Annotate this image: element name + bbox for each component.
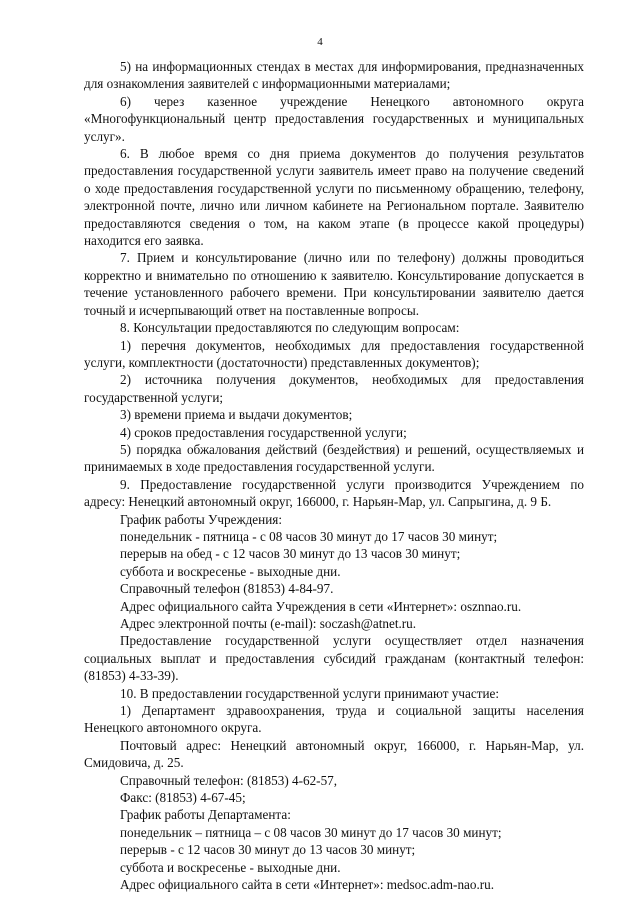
paragraph-8: 8. Консультации предоставляются по следующим вопросам:	[120, 320, 460, 336]
dept-phone: Справочный телефон: (81853) 4-62-57,	[120, 772, 338, 788]
paragraph-6: 6. В любое время со дня приема документов до получения результатов предоставления государственной услуги заявитель имеет право на получение сведений о ходе предоставления государственной услуги по письменному обращению, телефону, электронной почте, лично или личном кабинете на Региональном портале. Заявителю предоставляются сведения о том, на каком этапе (в процессе какой процедуры) находится его заявка.	[84, 146, 584, 249]
dept-schedule-heading: График работы Департамента:	[120, 807, 291, 823]
paragraph-10: 10. В предоставлении государственной услуги принимают участие:	[120, 685, 500, 701]
list-item-3: 3) времени приема и выдачи документов;	[120, 407, 353, 423]
page-number: 4	[317, 36, 323, 48]
dept-website: Адрес официального сайта в сети «Интернет»: medsoc.adm-nao.ru.	[120, 877, 495, 893]
dept-schedule-break: перерыв - с 12 часов 30 минут до 13 часов 30 минут;	[120, 842, 416, 858]
paragraph-mfc: 6) через казенное учреждение Ненецкого автономного округа «Многофункциональный центр предоставления государственных и муниципальных услуг».	[84, 93, 584, 144]
dept-schedule-weekend: суббота и воскресенье - выходные дни.	[120, 859, 341, 875]
department-paragraph: Предоставление государственной услуги осуществляет отдел назначения социальных выплат и предоставления субсидий гражданам (контактный телефон: (81853) 4-33-39).	[84, 633, 584, 684]
paragraph-7: 7. Прием и консультирование (лично или по телефону) должны проводиться корректно и внимательно по отношению к заявителю. Консультирование допускается в течение установленного рабочего времени. При консультировании заявителю дается точный и исчерпывающий ответ на поставленные вопросы.	[84, 250, 584, 318]
list-item-5: 5) порядка обжалования действий (бездействия) и решений, осуществляемых и принимаемых в ходе предоставления государственной услуги.	[84, 441, 584, 475]
schedule-heading: График работы Учреждения:	[120, 511, 282, 527]
list-item-4: 4) сроков предоставления государственной услуги;	[120, 424, 407, 440]
list-item-2: 2) источника получения документов, необходимых для предоставления государственной услуги;	[84, 372, 584, 405]
paragraph-info-stands: 5) на информационных стендах в местах для информирования, предназначенных для ознакомления заявителей с информационными материалами;	[84, 59, 584, 92]
email-address: Адрес электронной почты (e-mail): soczash@atnet.ru.	[120, 616, 417, 631]
paragraph-9: 9. Предоставление государственной услуги производится Учреждением по адресу: Ненецкий автономный округ, 166000, г. Нарьян-Мар, ул. Сапрыгина, д. 9 Б.	[84, 476, 584, 510]
list-item-1: 1) перечня документов, необходимых для предоставления государственной услуги, комплектности (достаточности) представленных документов);	[84, 337, 584, 370]
website-address: Адрес официального сайта Учреждения в сети «Интернет»: osznnao.ru.	[120, 598, 522, 614]
document-body	[84, 58, 584, 894]
schedule-weekdays: понедельник - пятница - с 08 часов 30 минут до 17 часов 30 минут;	[120, 528, 498, 544]
schedule-lunch: перерыв на обед - с 12 часов 30 минут до 13 часов 30 минут;	[120, 546, 461, 562]
schedule-weekend: суббота и воскресенье - выходные дни.	[120, 563, 341, 579]
participant-1: 1) Департамент здравоохранения, труда и социальной защиты населения Ненецкого автономного округа.	[84, 703, 584, 736]
postal-address: Почтовый адрес: Ненецкий автономный округ, 166000, г. Нарьян-Мар, ул. Смидовича, д. 25.	[84, 737, 584, 771]
reference-phone: Справочный телефон (81853) 4-84-97.	[120, 581, 334, 597]
dept-schedule-weekdays: понедельник – пятница – с 08 часов 30 минут до 17 часов 30 минут;	[120, 824, 502, 840]
dept-fax: Факс: (81853) 4-67-45;	[120, 790, 246, 806]
